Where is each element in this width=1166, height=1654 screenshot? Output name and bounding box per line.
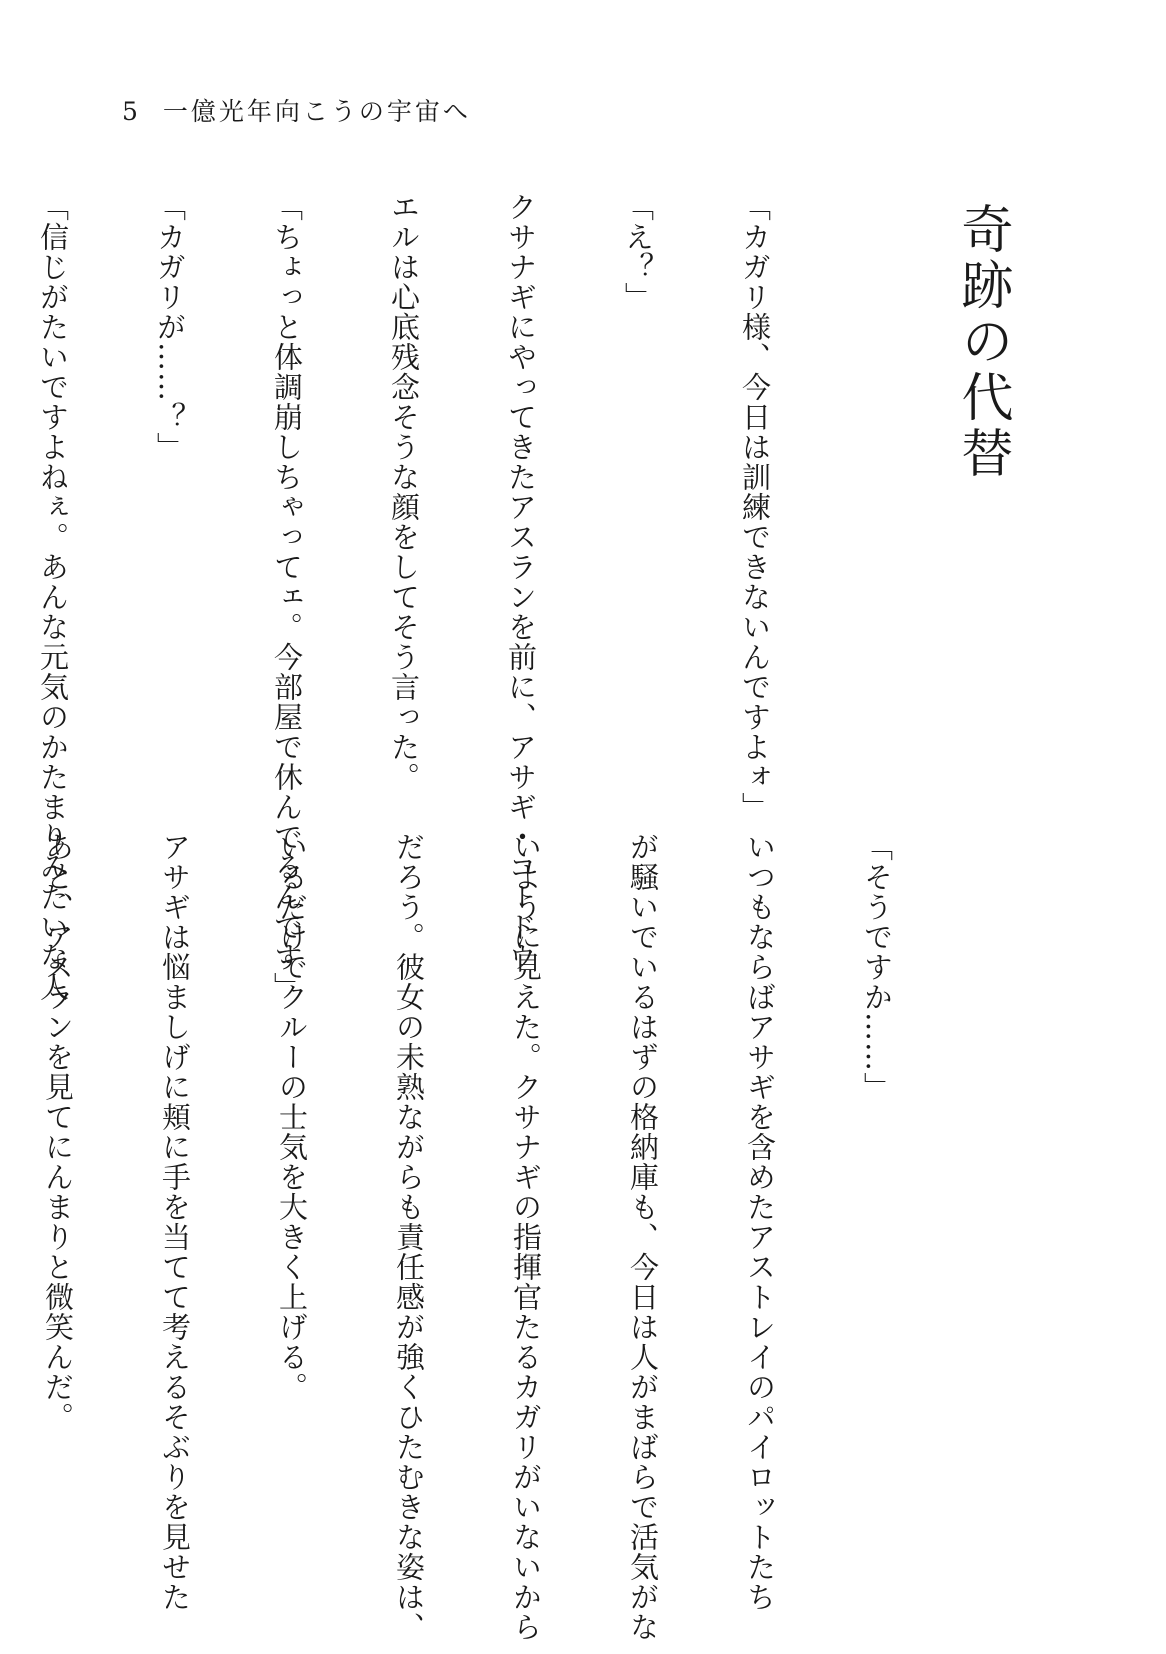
text-line: いように見えた。クサナギの指揮官たるカガリがいないから (509, 832, 543, 1642)
text-line: 「カガリが……？」 (153, 192, 187, 462)
text-line: だろう。彼女の未熟ながらも責任感が強くひたむきな姿は、 (392, 832, 426, 1642)
top-text-block (36, 192, 852, 1002)
bottom-text-block (41, 832, 974, 1642)
text-line: 「ちょっと体調崩しちゃってェ。今部屋で休んでるんです」 (270, 192, 304, 1002)
chapter-title: 奇跡の代替 (952, 202, 1012, 482)
text-line: 「信じがたいですよねぇ。あんな元気のかたまりみたいな人 (36, 192, 70, 1002)
text-line: あと、アスランを見てにんまりと微笑んだ。 (41, 832, 75, 1432)
book-title: 一億光年向こうの宇宙へ (162, 97, 471, 126)
page-number: 5 (122, 97, 141, 126)
text-line: いるだけでクルーの士気を大きく上げる。 (275, 832, 309, 1402)
text-line: が騒いでいるはずの格納庫も、今日は人がまばらで活気がな (626, 832, 660, 1642)
running-header (122, 92, 471, 128)
text-line: 「そうですか……」 (860, 832, 894, 1102)
text-line: エルは心底残念そうな顔をしてそう言った。 (387, 192, 421, 792)
text-line: 「え？」 (621, 192, 655, 312)
text-line: クサナギにやってきたアスランを前に、アサギ・コードウ (504, 192, 538, 972)
text-line: アサギは悩ましげに頬に手を当てて考えるそぶりを見せた (158, 832, 192, 1612)
text-line: いつもならばアサギを含めたアストレイのパイロットたち (743, 832, 777, 1612)
text-line: 「カガリ様、今日は訓練できないんですよォ」 (738, 192, 772, 822)
